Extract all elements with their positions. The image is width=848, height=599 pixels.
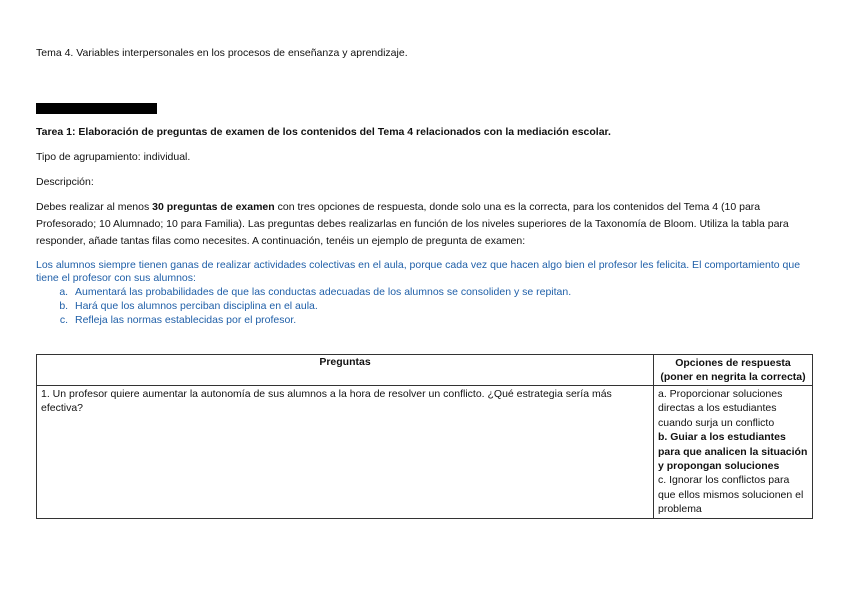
example-stem: Los alumnos siempre tienen ganas de realizar actividades colectivas en el aula, porque cada vez que hacen algo bien el profesor les felicita. El comportamiento que tiene el profesor con sus alumnos:: [36, 259, 801, 284]
option-b-correct: b. Guiar a los estudiantes para que analicen la situación y propongan soluciones: [658, 431, 808, 473]
description-label: Descripción:: [36, 176, 94, 188]
description-text-start: Debes realizar al menos: [36, 201, 153, 213]
header-options: Opciones de respuesta (poner en negrita la correcta): [654, 355, 813, 386]
option-c: c. Ignorar los conflictos para que ellos mismos solucionen el problema: [658, 474, 804, 516]
header-questions: Preguntas: [37, 355, 654, 386]
grouping-type: Tipo de agrupamiento: individual.: [36, 151, 191, 163]
example-option-c: c. Refleja las normas establecidas por el profesor.: [71, 313, 816, 327]
example-options-list: [36, 285, 816, 327]
description-paragraph: [36, 199, 816, 250]
description-emphasis: 30 preguntas de examen: [152, 201, 275, 213]
description-text-end: con tres opciones de respuesta, donde solo una es la correcta, para los contenidos del Tema 4 (10 para Profesorado; 10 Alumnado; 10 para Familia). Las preguntas debes realizarlas en función de los niveles superiores de la Taxonomía de Bloom. Utiliza la tabla para responder, añade tantas filas como necesites. A continuación, tenéis un ejemplo de pregunta de examen:: [36, 201, 789, 247]
option-a: a. Proporcionar soluciones directas a los estudiantes cuando surja un conflicto: [658, 388, 783, 429]
options-cell[interactable]: [654, 386, 813, 519]
example-option-b: b. Hará que los alumnos perciban disciplina en el aula.: [71, 299, 816, 313]
example-question: [36, 259, 816, 327]
redacted-name-bar: [36, 103, 157, 114]
subject-header: Tema 4. Variables interpersonales en los procesos de enseñanza y aprendizaje.: [36, 47, 408, 59]
table-row: [37, 386, 813, 519]
question-cell[interactable]: 1. Un profesor quiere aumentar la autonomía de sus alumnos a la hora de resolver un conflicto. ¿Qué estrategia sería más efectiva?: [37, 386, 654, 519]
example-option-a: a. Aumentará las probabilidades de que las conductas adecuadas de los alumnos se consoliden y se repitan.: [71, 285, 816, 299]
questions-table: [36, 354, 813, 519]
table-header-row: [37, 355, 813, 386]
task-title: Tarea 1: Elaboración de preguntas de examen de los contenidos del Tema 4 relacionados con la mediación escolar.: [36, 126, 611, 138]
